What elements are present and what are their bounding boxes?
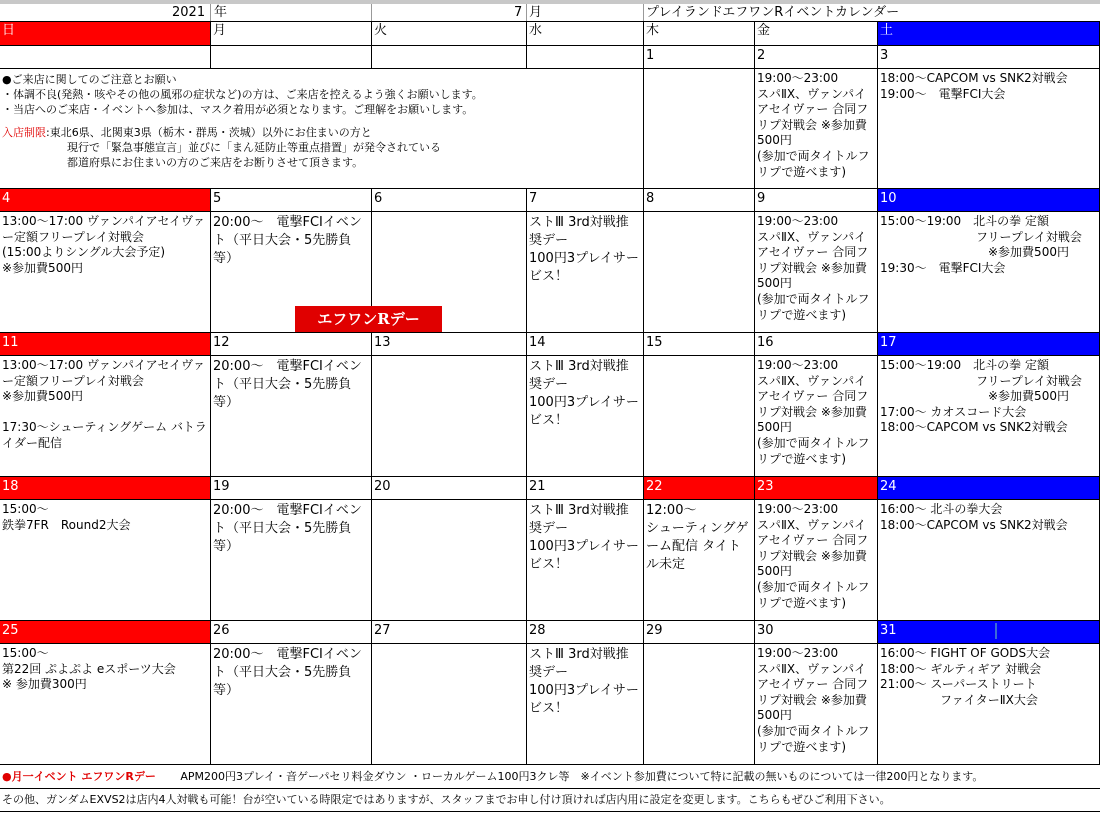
- day-events: 19:00〜23:00 スパⅡX、ヴァンパイアセイヴァー 合同フリプ対戦会 ※参加費500円 (参加で両タイトルフリプで遊べます): [755, 644, 878, 765]
- day-number: 24: [878, 477, 1100, 500]
- day-number: 4: [0, 189, 211, 212]
- day-number: 19: [211, 477, 372, 500]
- day-events: ストⅢ 3rd対戦推奨デー 100円3プレイサービス！: [527, 500, 644, 621]
- day-number: 16: [755, 333, 878, 356]
- footer-note: その他、ガンダムEXVS2は店内4人対戦も可能！台が空いている時限定ではありますが、スタッフまでお申し付け頂ければ店内用に設定を変更します。こちらもぜひご利用下さい。: [2, 793, 891, 806]
- day-number: 22: [644, 477, 755, 500]
- day-number: 6: [372, 189, 527, 212]
- day-number: [0, 46, 211, 69]
- notice-line: ●ご来店に関してのご注意とお願い: [2, 73, 177, 86]
- day-number: 17: [878, 333, 1100, 356]
- title-gridline: [643, 4, 644, 21]
- monday-event-text: APM200円3プレイ・音ゲーパセリ料金ダウン ・ローカルゲーム100円3クレ等 ※イベント参加費について特に記載の無いものについては一律200円となります。: [180, 770, 984, 783]
- day-events: 13:00〜17:00 ヴァンパイアセイヴァー定額フリープレイ対戦会 (15:00よりシングル大会予定) ※参加費500円: [0, 212, 211, 333]
- day-number: 30: [755, 621, 878, 644]
- day-number: 8: [644, 189, 755, 212]
- day-events: 15:00〜19:00 北斗の拳 定額 フリープレイ対戦会 ※参加費500円 17:00〜 カオスコード大会 18:00〜CAPCOM vs SNK2対戦会: [878, 356, 1100, 477]
- day-number: 11: [0, 333, 211, 356]
- notice-line: ・当店へのご来店・イベントへ参加は、マスク着用が必須となります。ご理解をお願いします。: [2, 103, 474, 116]
- day-events: 19:00〜23:00 スパⅡX、ヴァンパイアセイヴァー 合同フリプ対戦会 ※参加費500円 (参加で両タイトルフリプで遊べます): [755, 356, 878, 477]
- day-number: [211, 46, 372, 69]
- day-events: [644, 356, 755, 477]
- calendar-title: プレイランドエフワンRイベントカレンダー: [646, 5, 900, 20]
- day-events: 19:00〜23:00 スパⅡX、ヴァンパイアセイヴァー 合同フリプ対戦会 ※参加費500円 (参加で両タイトルフリプで遊べます): [755, 212, 878, 333]
- weekday-tue: 火: [372, 22, 527, 46]
- day-number: 27: [372, 621, 527, 644]
- day-number: 28: [527, 621, 644, 644]
- day-events: 20:00〜 電撃FCIイベント（平日大会・5先勝負等）: [211, 500, 372, 621]
- monday-event-label: ●月一イベント エフワンRデー: [2, 770, 156, 783]
- day-events: 18:00〜CAPCOM vs SNK2対戦会 19:00〜 電撃FCI大会: [878, 69, 1100, 189]
- day-number: 15: [644, 333, 755, 356]
- day-events: ストⅢ 3rd対戦推奨デー 100円3プレイサービス！: [527, 212, 644, 333]
- year-value: 2021: [172, 5, 206, 20]
- day-number: 14: [527, 333, 644, 356]
- store-notice: [0, 69, 644, 189]
- footer-monday-row: [0, 766, 1100, 789]
- cell-cursor-mark: [995, 623, 997, 639]
- day-number: 31: [878, 621, 1100, 644]
- sheet-top-border: [0, 0, 1100, 4]
- day-events: [372, 356, 527, 477]
- day-events: 16:00〜 北斗の拳大会 18:00〜CAPCOM vs SNK2対戦会: [878, 500, 1100, 621]
- day-number: [527, 46, 644, 69]
- efone-r-day-banner: エフワンRデー: [295, 306, 442, 332]
- title-gridline: [210, 4, 211, 21]
- footer-notes-row: [0, 789, 1100, 812]
- day-number: 7: [527, 189, 644, 212]
- day-number: 3: [878, 46, 1100, 69]
- restriction-line: 現行で「緊急事態宣言」並びに「まん延防止等重点措置」が発令されている: [67, 141, 441, 154]
- day-number: 2: [755, 46, 878, 69]
- day-number: [372, 46, 527, 69]
- day-number: 26: [211, 621, 372, 644]
- day-events: ストⅢ 3rd対戦推奨デー 100円3プレイサービス！: [527, 644, 644, 765]
- weekday-sat: 土: [878, 22, 1100, 46]
- year-unit: 年: [214, 5, 228, 20]
- day-number: 9: [755, 189, 878, 212]
- weekday-thu: 木: [644, 22, 755, 46]
- day-number: 21: [527, 477, 644, 500]
- title-gridline: [371, 4, 372, 21]
- day-number: 10: [878, 189, 1100, 212]
- day-number: 1: [644, 46, 755, 69]
- day-events: 19:00〜23:00 スパⅡX、ヴァンパイアセイヴァー 合同フリプ対戦会 ※参加費500円 (参加で両タイトルフリプで遊べます): [755, 500, 878, 621]
- day-events: 12:00〜 シューティングゲーム配信 タイトル未定: [644, 500, 755, 621]
- month-value: 7: [514, 5, 523, 20]
- day-events: 15:00〜19:00 北斗の拳 定額 フリープレイ対戦会 ※参加費500円 19:30〜 電撃FCI大会: [878, 212, 1100, 333]
- day-events: [644, 644, 755, 765]
- day-events: 15:00〜 第22回 ぷよぷよ eスポーツ大会 ※ 参加費300円: [0, 644, 211, 765]
- day-number: 25: [0, 621, 211, 644]
- day-number: 29: [644, 621, 755, 644]
- day-number: 13: [372, 333, 527, 356]
- weekday-sun: 日: [0, 22, 211, 46]
- day-events: 13:00〜17:00 ヴァンパイアセイヴァー定額フリープレイ対戦会 ※参加費500円 17:30〜シューティングゲーム バトライダー配信: [0, 356, 211, 477]
- title-gridline: [526, 4, 527, 21]
- day-number: 12: [211, 333, 372, 356]
- restriction-label: 入店制限: [2, 126, 46, 139]
- day-events: [644, 69, 755, 189]
- notice-line: ・体調不良(発熱・咳やその他の風邪の症状など)の方は、ご来店を控えるよう強くお願いします。: [2, 88, 483, 101]
- day-events: 19:00〜23:00 スパⅡX、ヴァンパイアセイヴァー 合同フリプ対戦会 ※参加費500円 (参加で両タイトルフリプで遊べます): [755, 69, 878, 189]
- day-events: 20:00〜 電撃FCIイベント（平日大会・5先勝負等）: [211, 356, 372, 477]
- day-events: [644, 212, 755, 333]
- day-number: 5: [211, 189, 372, 212]
- day-events: 16:00〜 FIGHT OF GODS大会 18:00〜 ギルティギア 対戦会 21:00〜 スーパーストリート ファイターⅡX大会: [878, 644, 1100, 765]
- weekday-wed: 水: [527, 22, 644, 46]
- day-number: 23: [755, 477, 878, 500]
- day-events: 20:00〜 電撃FCIイベント（平日大会・5先勝負等）: [211, 212, 372, 333]
- day-number: 18: [0, 477, 211, 500]
- day-events: ストⅢ 3rd対戦推奨デー 100円3プレイサービス！: [527, 356, 644, 477]
- day-events: 15:00〜 鉄拳7FR Round2大会: [0, 500, 211, 621]
- weekday-mon: 月: [211, 22, 372, 46]
- weekday-fri: 金: [755, 22, 878, 46]
- month-unit: 月: [529, 5, 543, 20]
- restriction-line: :東北6県、北関東3県（栃木・群馬・茨城）以外にお住まいの方と: [46, 126, 372, 139]
- day-events: 20:00〜 電撃FCIイベント（平日大会・5先勝負等）: [211, 644, 372, 765]
- day-number: 20: [372, 477, 527, 500]
- day-events: [372, 644, 527, 765]
- day-events: [372, 500, 527, 621]
- restriction-line: 都道府県にお住まいの方のご来店をお断りさせて頂きます。: [67, 156, 364, 169]
